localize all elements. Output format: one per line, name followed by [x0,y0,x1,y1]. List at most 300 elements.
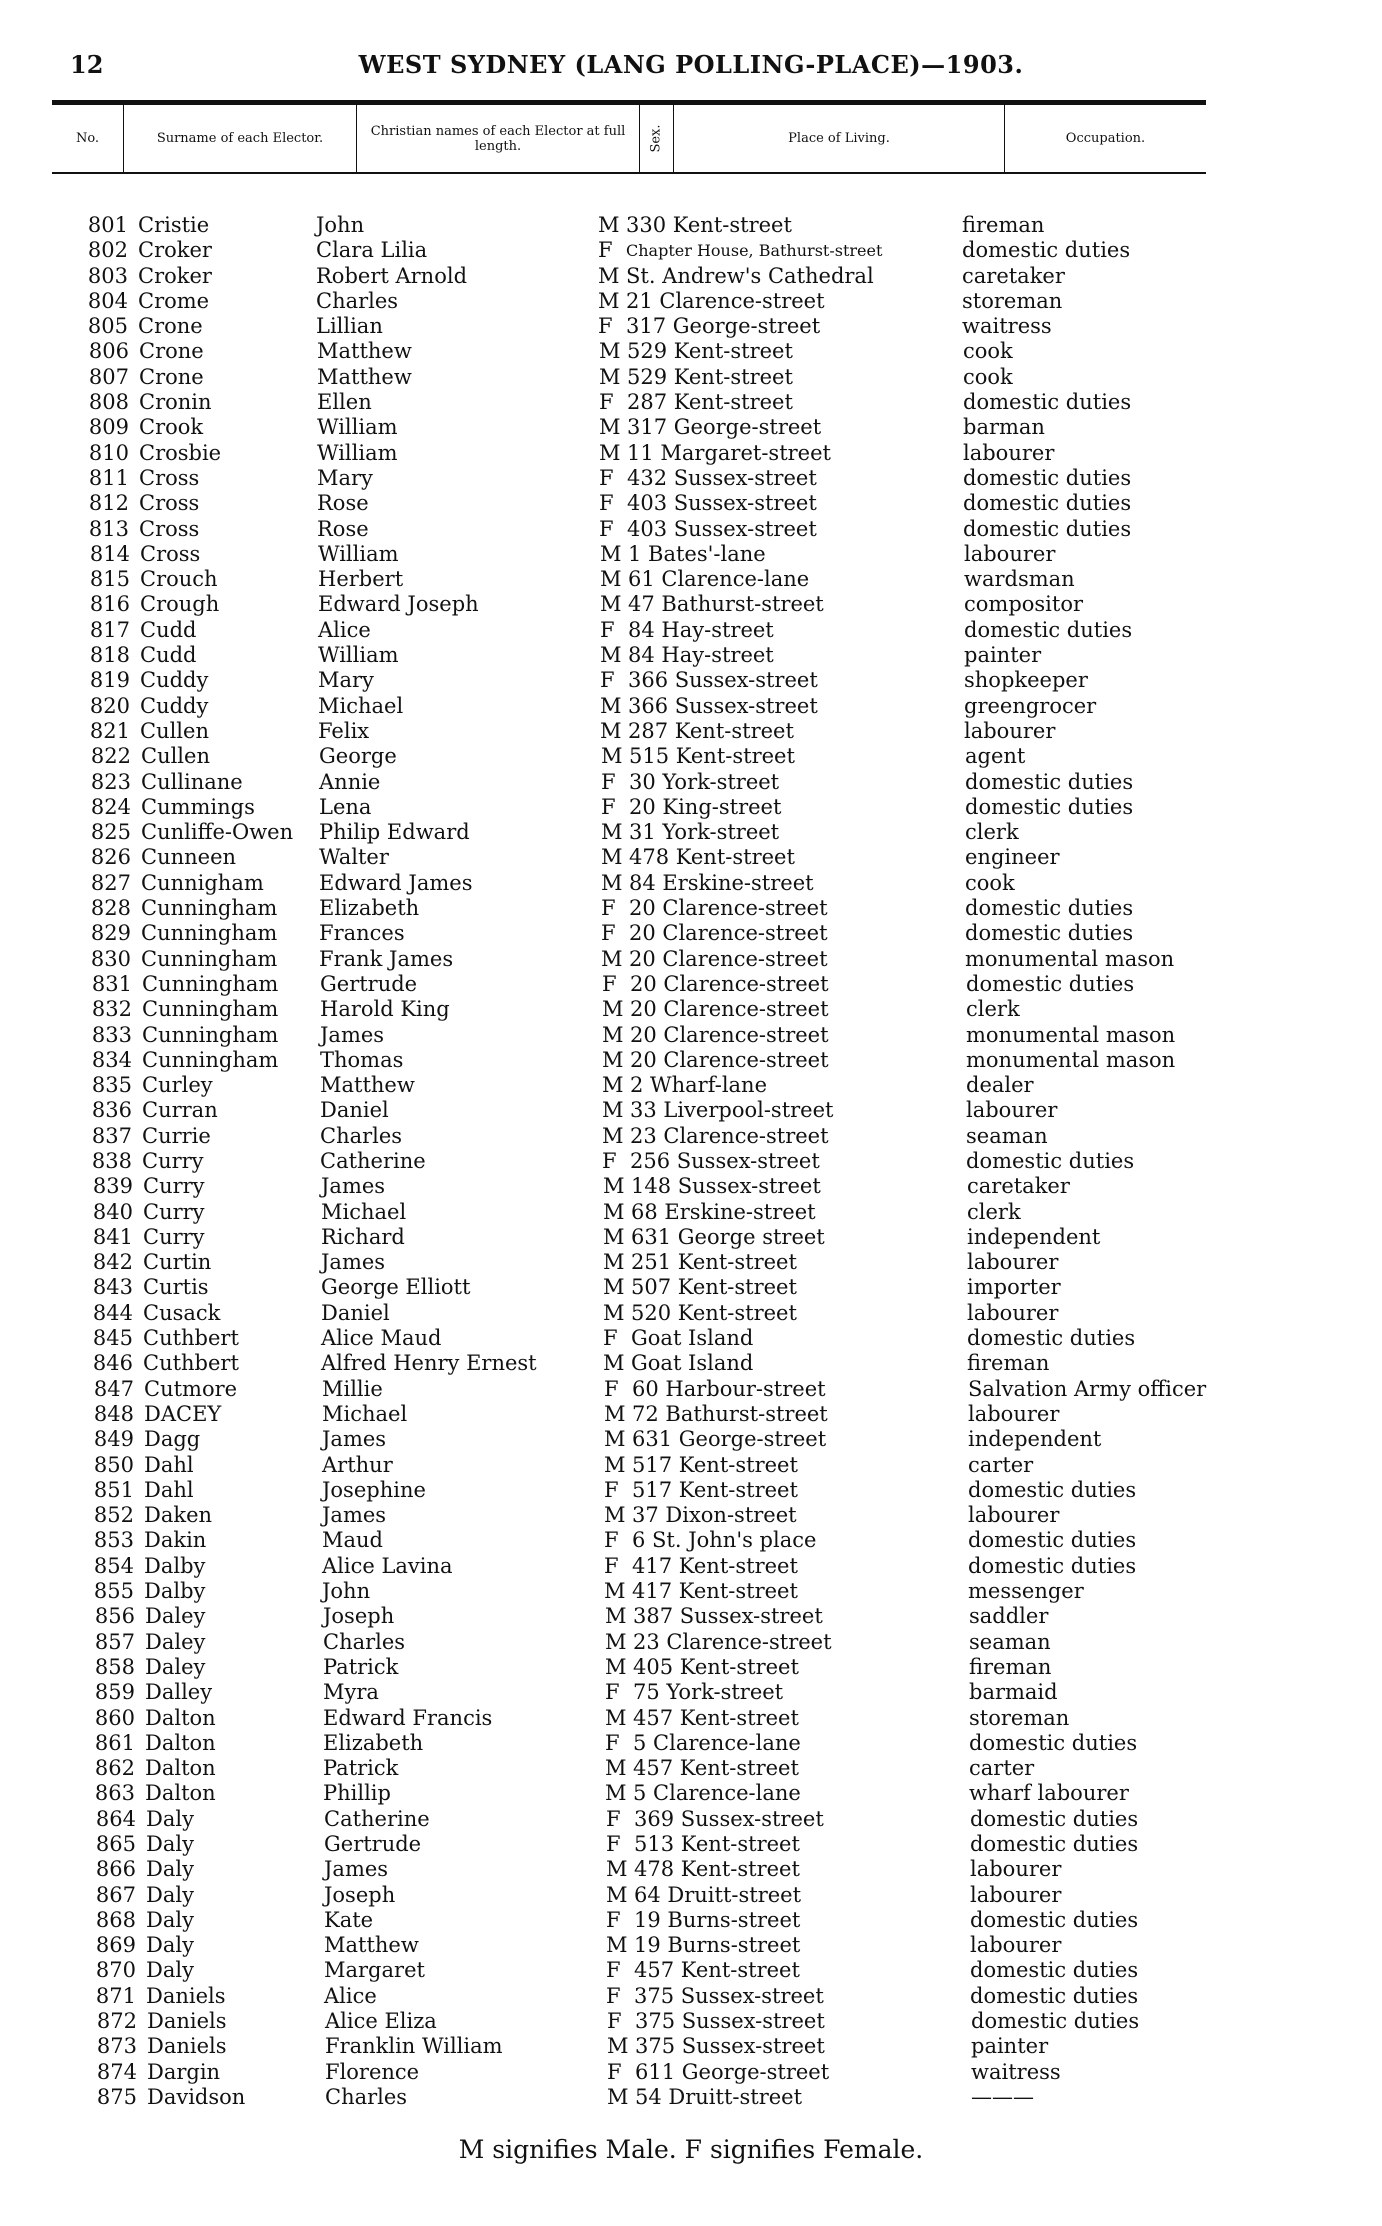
elector-occupation: compositor [964,592,1084,617]
elector-sex: F [598,238,613,263]
elector-occupation: seaman [966,1123,1048,1148]
elector-number: 826 [90,845,131,870]
elector-christian-names: Edward Joseph [318,592,479,617]
elector-occupation: labourer [963,440,1055,465]
elector-sex: F [603,1326,618,1351]
elector-christian-names: John [316,213,365,237]
elector-occupation: waitress [971,2059,1061,2084]
table-row [0,517,1382,542]
table-row [0,643,1382,668]
elector-sex: M [601,870,623,895]
elector-christian-names: Alice Eliza [325,2009,437,2034]
elector-surname: Daniels [146,1983,226,2008]
elector-sex: M [599,339,621,364]
elector-sex: F [604,1477,619,1502]
elector-sex: F [606,1832,621,1856]
elector-number: 868 [95,1907,136,1932]
elector-place: 631 George-street [632,1427,827,1452]
elector-occupation: fireman [967,1351,1050,1376]
table-row [0,491,1382,516]
elector-occupation: agent [965,744,1026,769]
elector-occupation: clerk [967,1199,1021,1224]
elector-place: 387 Sussex-street [633,1604,823,1629]
elector-christian-names: Rose [317,491,369,516]
elector-number: 852 [93,1503,134,1528]
elector-place: 631 George street [631,1224,825,1249]
elector-surname: Daken [144,1503,213,1528]
elector-place: 287 Kent-street [628,718,794,743]
elector-place: 457 Kent-street [633,1756,799,1781]
elector-number: 860 [94,1705,135,1730]
elector-surname: Cudd [140,643,197,668]
elector-occupation: greengrocer [964,693,1097,718]
elector-surname: Cudd [140,617,197,642]
elector-place: Chapter House, Bathurst-street [626,241,883,261]
elector-sex: M [601,744,623,769]
elector-number: 809 [88,415,129,440]
elector-surname: Cunliffe-Owen [141,820,294,845]
elector-christian-names: Rose [317,516,369,541]
elector-sex: M [601,845,623,870]
table-row [0,1604,1382,1629]
elector-surname: Cunningham [142,997,279,1022]
elector-surname: Daly [146,1907,194,1932]
elector-number: 844 [92,1300,133,1325]
elector-sex: M [603,1250,625,1275]
elector-surname: Daly [146,1832,194,1856]
elector-sex: M [602,997,624,1022]
elector-surname: Cunningham [142,971,279,996]
elector-christian-names: William [318,541,399,566]
elector-place: 403 Sussex-street [627,516,817,541]
elector-surname: Daly [146,1882,194,1907]
elector-occupation: painter [964,643,1042,668]
elector-number: 838 [91,1148,132,1173]
elector-sex: M [600,643,622,668]
elector-christian-names: Josephine [322,1477,426,1502]
elector-christian-names: James [321,1174,386,1199]
elector-place: 517 Kent-street [632,1477,798,1502]
elector-number: 870 [95,1958,136,1983]
elector-sex: M [605,1629,627,1654]
elector-christian-names: Elizabeth [319,896,420,921]
elector-number: 872 [96,2009,137,2034]
elector-christian-names: Gertrude [324,1832,422,1856]
elector-surname: Cunningham [142,1022,279,1047]
elector-place: 417 Kent-street [632,1579,798,1604]
elector-number: 835 [91,1073,132,1098]
elector-number: 853 [93,1528,134,1553]
elector-occupation: seaman [969,1629,1051,1654]
elector-place: 11 Margaret-street [627,440,831,465]
elector-sex: F [606,1806,621,1831]
elector-occupation: importer [967,1275,1061,1300]
elector-sex: F [599,516,614,541]
table-row [0,1554,1382,1579]
elector-place: 457 Kent-street [634,1958,800,1983]
elector-occupation: barmaid [969,1680,1058,1705]
elector-place: 366 Sussex-street [628,668,818,693]
elector-surname: Crook [139,415,204,440]
table-row [0,1655,1382,1680]
elector-occupation: cook [965,870,1015,895]
elector-christian-names: Catherine [320,1148,426,1173]
elector-sex: M [607,2034,629,2059]
table-row [0,770,1382,795]
elector-surname: DACEY [144,1401,222,1426]
elector-place: 457 Kent-street [633,1705,799,1730]
elector-christian-names: Arthur [322,1452,393,1477]
elector-place: 37 Dixon-street [632,1503,797,1528]
elector-surname: Curran [142,1098,218,1123]
elector-sex: M [603,1199,625,1224]
elector-number: 845 [92,1326,133,1351]
header-no: No. [52,105,124,172]
elector-surname: Curley [142,1073,213,1098]
elector-place: 20 Clarence-street [629,896,828,921]
elector-number: 858 [94,1654,135,1679]
elector-surname: Curtis [143,1275,209,1300]
elector-surname: Daly [146,1958,194,1983]
elector-sex: M [605,1654,627,1679]
elector-occupation: domestic duties [970,1958,1139,1983]
elector-sex: F [599,491,614,516]
elector-christian-names: Alice [318,617,371,642]
table-row [0,820,1382,845]
elector-number: 873 [96,2034,137,2059]
electors-list [0,213,1382,2110]
table-row [0,1883,1382,1908]
table-row [0,2034,1382,2059]
elector-christian-names: Felix [318,718,370,743]
elector-christian-names: Alfred Henry Ernest [321,1351,537,1376]
elector-christian-names: Walter [319,845,389,870]
elector-place: 6 St. John's place [632,1528,817,1553]
elector-number: 815 [89,567,130,592]
elector-place: 23 Clarence-street [633,1629,832,1654]
elector-occupation: domestic duties [970,1907,1139,1932]
table-row [0,238,1382,263]
elector-surname: Cullen [141,744,210,769]
elector-place: Goat Island [631,1326,754,1351]
elector-christian-names: Harold King [320,997,450,1022]
elector-place: 432 Sussex-street [627,465,817,490]
elector-surname: Curry [142,1148,204,1173]
elector-christian-names: Frank James [319,946,454,971]
elector-number: 818 [89,643,130,668]
elector-christian-names: James [322,1503,387,1528]
elector-surname: Crosbie [139,440,222,465]
elector-occupation: monumental mason [966,1022,1176,1047]
elector-place: 403 Sussex-street [627,491,817,516]
elector-sex: M [603,1351,625,1376]
elector-place: 417 Kent-street [632,1553,798,1578]
table-row [0,1225,1382,1250]
elector-christian-names: Annie [319,769,381,794]
elector-place: 61 Clarence-lane [628,567,810,592]
header-sex [640,105,674,172]
elector-occupation: domestic duties [963,465,1132,490]
elector-number: 804 [87,288,128,313]
elector-place: 20 Clarence-street [629,946,828,971]
elector-surname: Cross [139,465,200,490]
elector-christian-names: Joseph [324,1882,396,1907]
table-row [0,972,1382,997]
elector-christian-names: William [317,440,398,465]
elector-number: 811 [88,465,129,490]
elector-number: 810 [88,440,129,465]
table-row [0,264,1382,289]
table-row [0,997,1382,1022]
table-row [0,1528,1382,1553]
elector-number: 849 [93,1427,134,1452]
table-row [0,441,1382,466]
elector-sex: M [604,1427,626,1452]
elector-place: 60 Harbour-street [632,1376,826,1401]
elector-christian-names: Matthew [324,1933,419,1958]
table-row [0,2085,1382,2110]
elector-surname: Cross [140,541,201,566]
elector-occupation: domestic duties [971,2009,1140,2034]
elector-number: 841 [92,1224,133,1249]
table-row [0,1098,1382,1123]
elector-place: 47 Bathurst-street [628,592,824,617]
table-row [0,744,1382,769]
elector-sex: F [601,896,616,921]
elector-number: 831 [91,971,132,996]
elector-christian-names: Maud [322,1528,383,1553]
elector-occupation: caretaker [967,1174,1070,1199]
elector-sex: F [599,465,614,490]
elector-number: 867 [95,1882,136,1907]
table-row [0,1124,1382,1149]
elector-sex: M [604,1401,626,1426]
elector-number: 862 [94,1756,135,1781]
elector-sex: M [599,364,621,389]
elector-occupation: messenger [968,1579,1084,1604]
elector-christian-names: James [320,1022,385,1047]
elector-occupation: domestic duties [968,1477,1137,1502]
elector-occupation: labourer [964,718,1056,743]
table-row [0,1326,1382,1351]
elector-occupation: labourer [970,1882,1062,1907]
elector-sex: F [600,617,615,642]
elector-occupation: labourer [967,1300,1059,1325]
elector-surname: Cronin [139,390,212,415]
elector-number: 854 [93,1553,134,1578]
elector-sex: M [602,1123,624,1148]
elector-surname: Croker [138,263,212,288]
elector-place: 84 Erskine-street [629,870,814,895]
table-row [0,1377,1382,1402]
table-row [0,592,1382,617]
elector-surname: Curry [143,1174,205,1199]
table-row [0,668,1382,693]
elector-place: 375 Sussex-street [634,1983,824,2008]
elector-surname: Currie [142,1123,211,1148]
elector-number: 819 [89,668,130,693]
elector-occupation: labourer [966,1098,1058,1123]
elector-place: 20 Clarence-street [629,921,828,946]
elector-sex: M [602,1047,624,1072]
elector-christian-names: Joseph [323,1604,395,1629]
elector-occupation: domestic duties [966,971,1135,996]
elector-surname: Daley [145,1654,206,1679]
elector-occupation: domestic duties [965,769,1134,794]
elector-number: 871 [95,1983,136,2008]
elector-place: 256 Sussex-street [630,1148,820,1173]
elector-number: 805 [87,314,128,339]
elector-sex: M [601,820,623,845]
elector-place: 75 York-street [633,1680,784,1705]
table-row [0,1756,1382,1781]
elector-surname: Dalby [144,1579,206,1604]
elector-sex: M [599,415,621,440]
elector-christian-names: Gertrude [320,971,418,996]
elector-occupation: labourer [970,1857,1062,1882]
table-row [0,1453,1382,1478]
elector-sex: M [603,1300,625,1325]
elector-occupation: domestic duties [968,1528,1137,1553]
elector-place: 478 Kent-street [629,845,795,870]
table-row [0,1023,1382,1048]
elector-sex: M [600,567,622,592]
table-row [0,1807,1382,1832]
elector-sex: M [602,1073,624,1098]
table-row [0,1402,1382,1427]
elector-sex: M [603,1224,625,1249]
elector-occupation: fireman [962,213,1045,237]
elector-place: 529 Kent-street [627,339,793,364]
elector-sex: M [600,693,622,718]
elector-number: 842 [92,1250,133,1275]
table-row [0,1149,1382,1174]
elector-surname: Dalley [145,1680,213,1705]
elector-number: 813 [88,516,129,541]
elector-surname: Davidson [147,2084,246,2109]
elector-christian-names: Catherine [324,1806,430,1831]
elector-surname: Crone [139,364,204,389]
table-row [0,1706,1382,1731]
elector-number: 829 [90,921,131,946]
elector-place: 20 Clarence-street [630,1047,829,1072]
elector-christian-names: Richard [321,1224,405,1249]
elector-christian-names: Clara Lilia [316,238,428,263]
elector-place: 529 Kent-street [627,364,793,389]
elector-christian-names: Herbert [318,567,404,592]
elector-number: 822 [90,744,131,769]
elector-sex: F [605,1680,620,1705]
elector-sex: M [605,1705,627,1730]
table-row [0,1351,1382,1376]
elector-number: 863 [94,1781,135,1806]
elector-number: 808 [88,390,129,415]
table-row [0,213,1382,238]
elector-christian-names: Matthew [320,1073,415,1098]
elector-christian-names: William [318,643,399,668]
elector-occupation: domestic duties [963,491,1132,516]
elector-occupation: labourer [970,1933,1062,1958]
elector-number: 859 [94,1680,135,1705]
elector-occupation: labourer [968,1401,1060,1426]
table-row [0,1174,1382,1199]
elector-place: 20 Clarence-street [630,971,829,996]
table-row [0,2009,1382,2034]
table-row [0,1200,1382,1225]
elector-surname: Cunningham [142,1047,279,1072]
elector-surname: Crone [138,314,203,339]
elector-number: 823 [90,769,131,794]
table-row [0,339,1382,364]
elector-surname: Daly [146,1806,194,1831]
elector-number: 814 [89,541,130,566]
elector-occupation: saddler [969,1604,1049,1629]
elector-number: 840 [92,1199,133,1224]
elector-number: 806 [88,339,129,364]
elector-sex: F [602,1148,617,1173]
elector-number: 836 [91,1098,132,1123]
elector-sex: M [598,288,620,313]
elector-christian-names: Charles [325,2084,408,2109]
elector-occupation: barman [963,415,1045,440]
elector-place: 515 Kent-street [629,744,795,769]
elector-christian-names: Michael [322,1401,408,1426]
elector-place: 520 Kent-street [631,1300,797,1325]
elector-occupation: storeman [962,288,1063,313]
elector-sex: M [600,592,622,617]
elector-number: 820 [89,693,130,718]
table-row [0,1478,1382,1503]
elector-place: 375 Sussex-street [635,2034,825,2059]
elector-christian-names: Edward Francis [323,1705,493,1730]
elector-place: Goat Island [631,1351,754,1376]
elector-surname: Cullen [140,718,209,743]
elector-place: 33 Liverpool-street [630,1098,834,1123]
elector-surname: Cunningham [141,921,278,946]
elector-christian-names: Michael [318,693,404,718]
elector-surname: Cusack [143,1300,221,1325]
elector-number: 857 [94,1629,135,1654]
elector-number: 825 [90,820,131,845]
elector-occupation: domestic duties [969,1730,1138,1755]
elector-number: 850 [93,1452,134,1477]
elector-surname: Cunningham [141,946,278,971]
elector-surname: Cuthbert [143,1351,239,1376]
elector-occupation: domestic duties [962,238,1131,263]
table-row [0,1301,1382,1326]
elector-place: 30 York-street [629,769,780,794]
table-row [0,289,1382,314]
elector-occupation: labourer [967,1250,1059,1275]
elector-surname: Cristie [138,213,210,237]
elector-surname: Dalton [145,1705,216,1730]
elector-christian-names: Mary [317,465,373,490]
elector-number: 861 [94,1730,135,1755]
elector-surname: Crough [140,592,220,617]
elector-place: 84 Hay-street [628,643,774,668]
elector-christian-names: James [322,1427,387,1452]
elector-surname: Dahl [144,1452,194,1477]
elector-surname: Daniels [147,2034,227,2059]
table-row [0,1275,1382,1300]
elector-christian-names: William [317,415,398,440]
header-christian: Christian names of each Elector at full length. [357,105,640,172]
elector-number: 865 [95,1832,136,1856]
elector-sex: M [599,440,621,465]
elector-surname: Cunnigham [141,870,264,895]
elector-occupation: domestic duties [966,1148,1135,1173]
elector-surname: Cross [139,516,200,541]
